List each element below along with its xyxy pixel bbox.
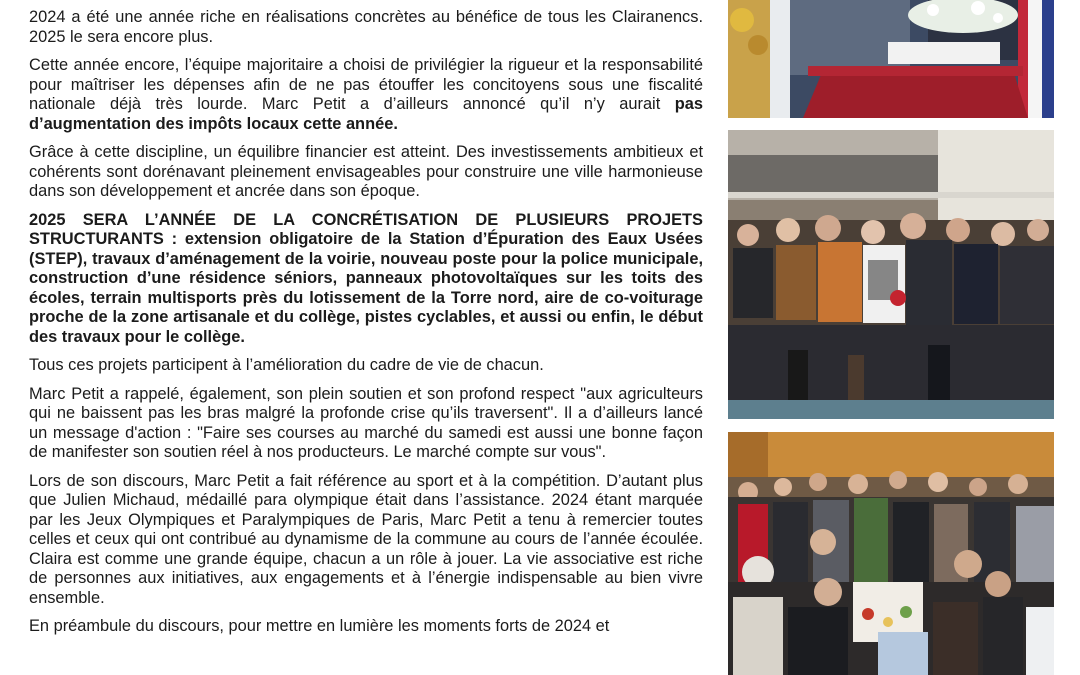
paragraph-fiscal-bold: pas d’augmentation des impôts locaux cette année. [29, 95, 703, 133]
photo-reception [728, 432, 1054, 675]
paragraph-balance: Grâce à cette discipline, un équilibre financier est atteint. Des investissements ambitieux et cohérents sont dorénavant pleinement envisageables pour construire une ville harmonieuse dans son développement et ancrée dans son époque. [29, 143, 703, 200]
paragraph-fiscal-text: Cette année encore, l’équipe majoritaire a choisi de privilégier la rigueur et la responsabilité pour maîtriser les dépenses afin de ne pas étouffer les concitoyens sous une fiscalité nationale déjà très lourde. Marc Petit a d’ailleurs annoncé qu’il n’y aurait [29, 56, 703, 113]
photo-audience [728, 130, 1054, 419]
paragraph-farmers: Marc Petit a rappelé, également, son plein soutien et son profond respect "aux agriculteurs qui ne baissent pas les bras malgré la profonde crise qu’ils traversent". Il a d’ailleurs lancé un message d'action : "Faire ses courses au marché du samedi est aussi une bonne façon de manifester son soutien réel à nos producteurs. Le marché compte sur vous". [29, 384, 703, 461]
projects-heading: 2025 SERA L’ANNÉE DE LA CONCRÉTISATION DE PLUSIEURS PROJETS STRUCTURANTS [29, 210, 703, 248]
paragraph-projects [29, 211, 703, 348]
photo-speaker [728, 0, 1054, 118]
paragraph-sport: Lors de son discours, Marc Petit a fait référence au sport et à la compétition. D’autant plus que Julien Michaud, médaillé para olympique était dans l’assistance. 2024 étant marquée par les Jeux Olympiques et Paralympiques de Paris, Marc Petit a tenu à remercier toutes celles et ceux qui ont contribué au dynamisme de la commune au cours de l’année écoulée. Claira est comme une grande équipe, chacun a un rôle à jouer. La vie associative est riche de personnes aux initiatives, aux engagements et à l’énergie indispensable au bien vivre ensemble. [29, 471, 703, 607]
projects-list: : extension obligatoire de la Station d’Épuration des Eaux Usées (STEP), travaux d’aménagement de la voirie, nouveau poste pour la police municipale, construction d’une résidence séniors, panneaux photovoltaïques sur les toits des écoles, terrain multisports près du lotissement de la Torre nord, aire de co-voiturage proche de la zone artisanale et du collège, pistes cyclables, et aussi ou enfin, le début des travaux pour le collège. [29, 230, 703, 346]
article-column [29, 0, 703, 646]
paragraph-intro: 2024 a été une année riche en réalisations concrètes au bénéfice de tous les Clairanencs. 2025 le sera encore plus. [29, 8, 703, 46]
paragraph-fiscal [29, 56, 703, 134]
paragraph-quality: Tous ces projets participent à l’amélioration du cadre de vie de chacun. [29, 356, 544, 374]
paragraph-preamble: En préambule du discours, pour mettre en lumière les moments forts de 2024 et [29, 617, 610, 635]
